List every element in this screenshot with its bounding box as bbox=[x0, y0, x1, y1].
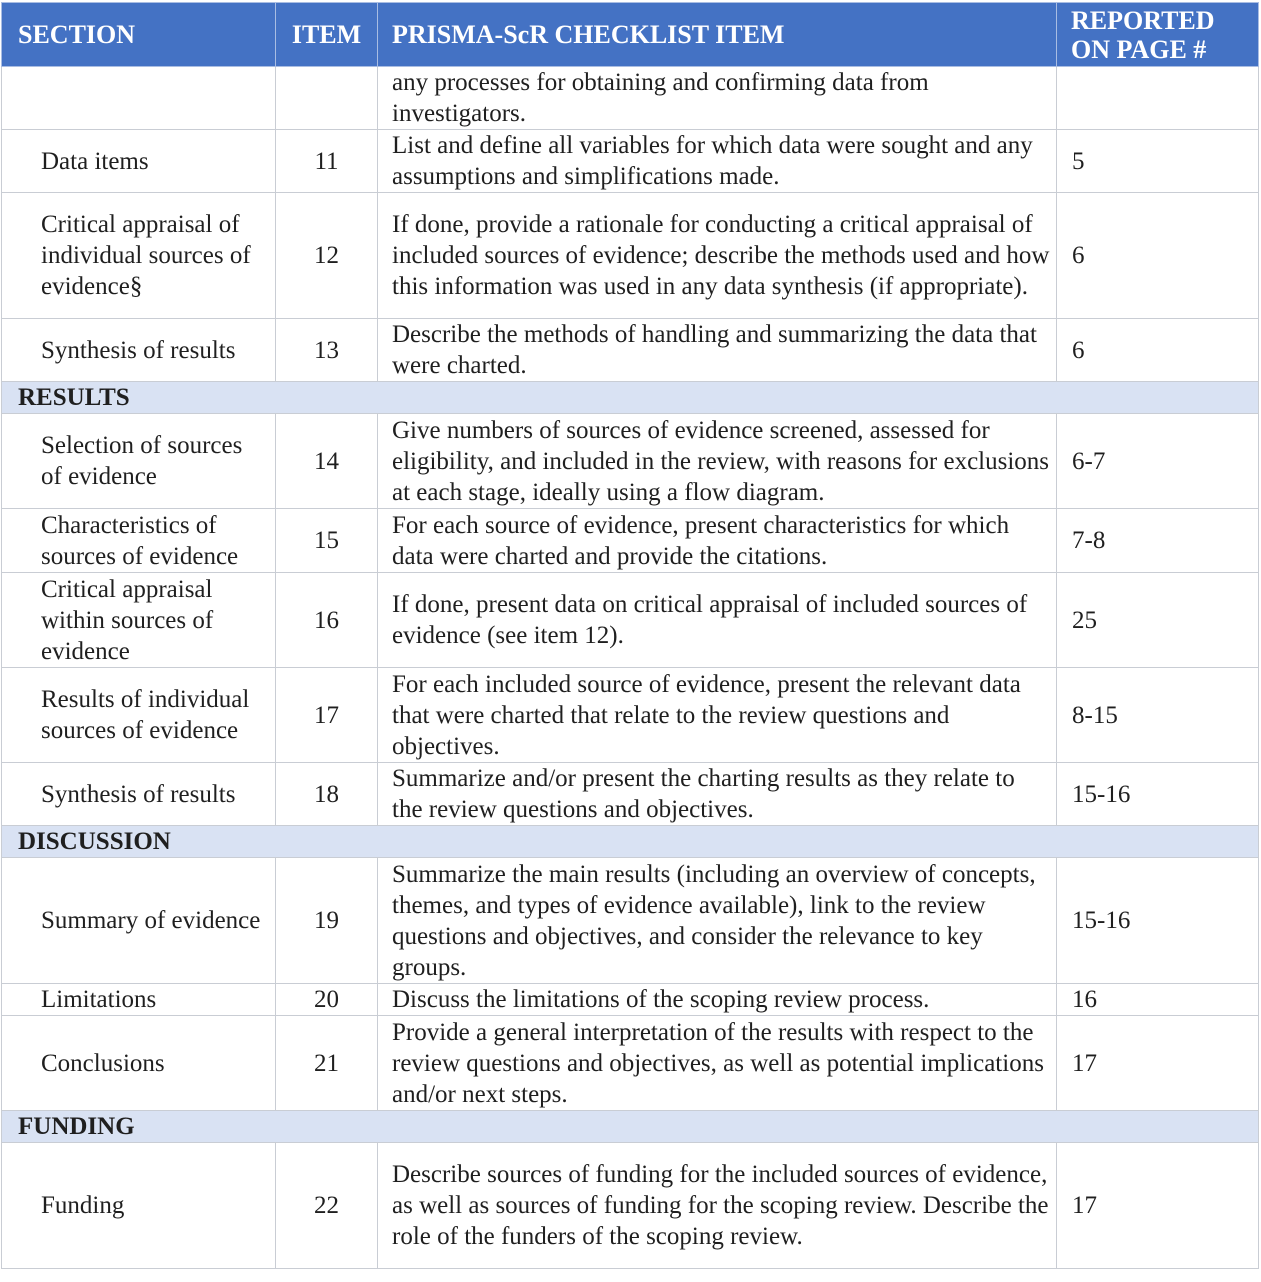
header-reported-line2: ON PAGE # bbox=[1071, 34, 1207, 64]
table-row bbox=[2, 984, 1259, 1016]
description-cell: any processes for obtaining and confirming data from investigators. bbox=[378, 67, 1057, 130]
section-cell: Data items bbox=[2, 130, 276, 193]
item-number-cell: 14 bbox=[276, 414, 378, 509]
page-cell: 15-16 bbox=[1057, 763, 1259, 826]
section-cell: Critical appraisal within sources of evidence bbox=[2, 573, 276, 668]
item-number-cell: 15 bbox=[276, 509, 378, 573]
table-row bbox=[2, 67, 1259, 130]
table-row bbox=[2, 573, 1259, 668]
table-row bbox=[2, 858, 1259, 984]
group-label-funding: FUNDING bbox=[2, 1111, 1259, 1143]
header-reported-on-page bbox=[1057, 3, 1259, 67]
table-row bbox=[2, 130, 1259, 193]
section-cell: Summary of evidence bbox=[2, 858, 276, 984]
item-number-cell: 16 bbox=[276, 573, 378, 668]
header-item: ITEM bbox=[276, 3, 378, 67]
description-cell: Describe sources of funding for the included sources of evidence, as well as sources of funding for the scoping review. Describe the role of the funders of the scoping review. bbox=[378, 1143, 1057, 1269]
description-cell: Describe the methods of handling and summarizing the data that were charted. bbox=[378, 319, 1057, 382]
section-cell: Synthesis of results bbox=[2, 763, 276, 826]
item-number-cell: 18 bbox=[276, 763, 378, 826]
table-row bbox=[2, 414, 1259, 509]
section-cell: Critical appraisal of individual sources of evidence§ bbox=[2, 193, 276, 319]
item-number-cell: 13 bbox=[276, 319, 378, 382]
page-cell: 8-15 bbox=[1057, 668, 1259, 763]
description-cell: If done, provide a rationale for conducting a critical appraisal of included sources of evidence; describe the methods used and how this information was used in any data synthesis (if appropriate). bbox=[378, 193, 1057, 319]
section-cell bbox=[2, 67, 276, 130]
page-cell: 17 bbox=[1057, 1016, 1259, 1111]
section-cell: Selection of sources of evidence bbox=[2, 414, 276, 509]
header-reported-line1: REPORTED bbox=[1071, 5, 1215, 35]
description-cell: Provide a general interpretation of the results with respect to the review questions and objectives, as well as potential implications and/or next steps. bbox=[378, 1016, 1057, 1111]
page-cell bbox=[1057, 67, 1259, 130]
page-cell: 25 bbox=[1057, 573, 1259, 668]
page-cell: 17 bbox=[1057, 1143, 1259, 1269]
item-number-cell: 11 bbox=[276, 130, 378, 193]
item-number-cell: 17 bbox=[276, 668, 378, 763]
description-cell: List and define all variables for which data were sought and any assumptions and simplifications made. bbox=[378, 130, 1057, 193]
item-number-cell: 20 bbox=[276, 984, 378, 1016]
page-cell: 15-16 bbox=[1057, 858, 1259, 984]
header-row bbox=[2, 3, 1259, 67]
header-checklist-item: PRISMA-ScR CHECKLIST ITEM bbox=[378, 3, 1057, 67]
group-row-discussion bbox=[2, 826, 1259, 858]
table-row bbox=[2, 1143, 1259, 1269]
page-cell: 6 bbox=[1057, 193, 1259, 319]
table-row bbox=[2, 1016, 1259, 1111]
table-row bbox=[2, 319, 1259, 382]
description-cell: If done, present data on critical appraisal of included sources of evidence (see item 12). bbox=[378, 573, 1057, 668]
group-label-discussion: DISCUSSION bbox=[2, 826, 1259, 858]
table-row bbox=[2, 668, 1259, 763]
section-cell: Conclusions bbox=[2, 1016, 276, 1111]
header-section: SECTION bbox=[2, 3, 276, 67]
prisma-scr-checklist-table bbox=[1, 2, 1259, 1269]
item-number-cell bbox=[276, 67, 378, 130]
table-row bbox=[2, 509, 1259, 573]
group-label-results: RESULTS bbox=[2, 382, 1259, 414]
section-cell: Synthesis of results bbox=[2, 319, 276, 382]
item-number-cell: 22 bbox=[276, 1143, 378, 1269]
page-cell: 16 bbox=[1057, 984, 1259, 1016]
table-row bbox=[2, 763, 1259, 826]
description-cell: Discuss the limitations of the scoping review process. bbox=[378, 984, 1057, 1016]
section-cell: Results of individual sources of evidence bbox=[2, 668, 276, 763]
section-cell: Characteristics of sources of evidence bbox=[2, 509, 276, 573]
item-number-cell: 19 bbox=[276, 858, 378, 984]
item-number-cell: 12 bbox=[276, 193, 378, 319]
table-row bbox=[2, 193, 1259, 319]
description-cell: Summarize and/or present the charting results as they relate to the review questions and objectives. bbox=[378, 763, 1057, 826]
item-number-cell: 21 bbox=[276, 1016, 378, 1111]
group-row-results bbox=[2, 382, 1259, 414]
group-row-funding bbox=[2, 1111, 1259, 1143]
description-cell: Summarize the main results (including an overview of concepts, themes, and types of evidence available), link to the review questions and objectives, and consider the relevance to key groups. bbox=[378, 858, 1057, 984]
description-cell: For each included source of evidence, present the relevant data that were charted that relate to the review questions and objectives. bbox=[378, 668, 1057, 763]
section-cell: Funding bbox=[2, 1143, 276, 1269]
page-cell: 6 bbox=[1057, 319, 1259, 382]
description-cell: For each source of evidence, present characteristics for which data were charted and provide the citations. bbox=[378, 509, 1057, 573]
description-cell: Give numbers of sources of evidence screened, assessed for eligibility, and included in the review, with reasons for exclusions at each stage, ideally using a flow diagram. bbox=[378, 414, 1057, 509]
section-cell: Limitations bbox=[2, 984, 276, 1016]
page-cell: 7-8 bbox=[1057, 509, 1259, 573]
page-cell: 6-7 bbox=[1057, 414, 1259, 509]
page-cell: 5 bbox=[1057, 130, 1259, 193]
